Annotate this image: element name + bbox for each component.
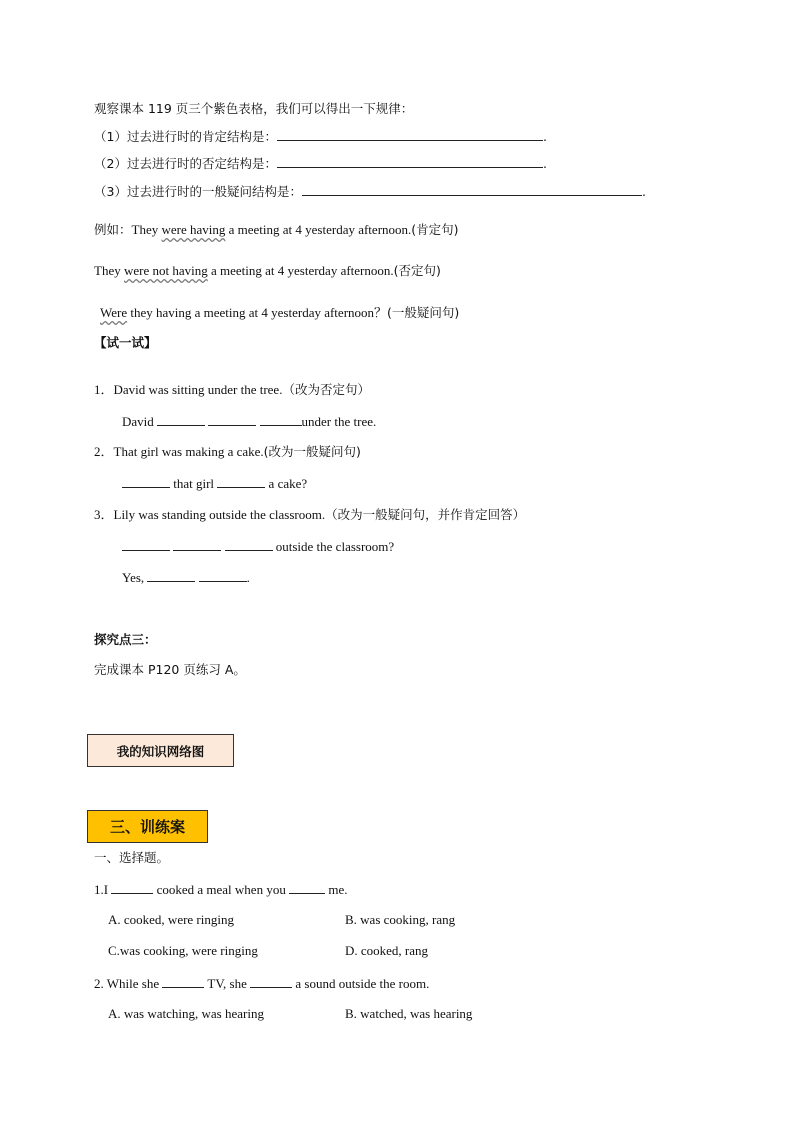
rule-item-2: （2）过去进行时的否定结构是： . [94, 156, 547, 171]
answer-blank[interactable] [173, 538, 221, 551]
answer-blank[interactable] [147, 569, 195, 582]
answer-blank[interactable] [162, 975, 204, 988]
answer-blank[interactable] [277, 155, 543, 168]
knowledge-map-box: 我的知识网络图 [87, 734, 234, 767]
rule-label: （3）过去进行时的一般疑问结构是： [94, 184, 302, 199]
try-answer-2: that girl a cake? [122, 475, 307, 492]
try-answer-1: David under the tree. [122, 414, 377, 429]
rule-label: （1）过去进行时的肯定结构是： [94, 129, 277, 144]
answer-blank[interactable] [208, 413, 256, 426]
try-question-3: 3．Lily was standing outside the classroom.（改为一般疑问句，并作肯定回答） [94, 507, 526, 522]
answer-blank[interactable] [260, 413, 302, 426]
option-1b[interactable]: B. was cooking, rang [345, 912, 456, 927]
answer-blank[interactable] [111, 881, 153, 894]
answer-blank[interactable] [277, 128, 543, 141]
intro-text: 观察课本 119 页三个紫色表格，我们可以得出一下规律： [94, 101, 414, 116]
option-1a[interactable]: A. cooked, were ringing [108, 912, 234, 927]
example-3: Were they having a meeting at 4 yesterday afternoon？(一般疑问句) [100, 305, 460, 320]
option-2b[interactable]: B. watched, was hearing [345, 1006, 473, 1021]
example-2: They were not having a meeting at 4 yesterday afternoon.(否定句) [94, 263, 441, 278]
answer-blank[interactable] [157, 413, 205, 426]
answer-blank[interactable] [250, 975, 292, 988]
try-heading: 【试一试】 [94, 335, 157, 350]
exercise-heading: 一、选择题。 [94, 850, 170, 865]
exercise-question-1: 1.I cooked a meal when you me. [94, 882, 348, 897]
answer-blank[interactable] [122, 538, 170, 551]
answer-blank[interactable] [289, 881, 325, 894]
option-2a[interactable]: A. was watching, was hearing [108, 1006, 264, 1021]
training-section-box: 三、训练案 [87, 810, 208, 843]
rule-item-3: （3）过去进行时的一般疑问结构是： . [94, 184, 646, 199]
explore-heading: 探究点三： [94, 632, 157, 647]
try-question-2: 2．That girl was making a cake.(改为一般疑问句) [94, 444, 361, 459]
answer-blank[interactable] [217, 475, 265, 488]
option-1c[interactable]: C.was cooking, were ringing [108, 943, 258, 958]
try-answer-3-yes: Yes, . [122, 570, 250, 585]
answer-blank[interactable] [122, 475, 170, 488]
example-1: 例如：They were having a meeting at 4 yesterday afternoon.(肯定句) [94, 222, 459, 237]
try-question-1: 1．David was sitting under the tree.（改为否定句） [94, 382, 370, 397]
rule-item-1: （1）过去进行时的肯定结构是： . [94, 129, 547, 144]
rule-label: （2）过去进行时的否定结构是： [94, 156, 277, 171]
answer-blank[interactable] [225, 538, 273, 551]
answer-blank[interactable] [199, 569, 247, 582]
answer-blank[interactable] [302, 183, 642, 196]
exercise-question-2: 2. While she TV, she a sound outside the room. [94, 976, 430, 991]
option-1d[interactable]: D. cooked, rang [345, 943, 429, 958]
try-answer-3: outside the classroom? [122, 538, 394, 555]
explore-text: 完成课本 P120 页练习 A。 [94, 662, 246, 677]
